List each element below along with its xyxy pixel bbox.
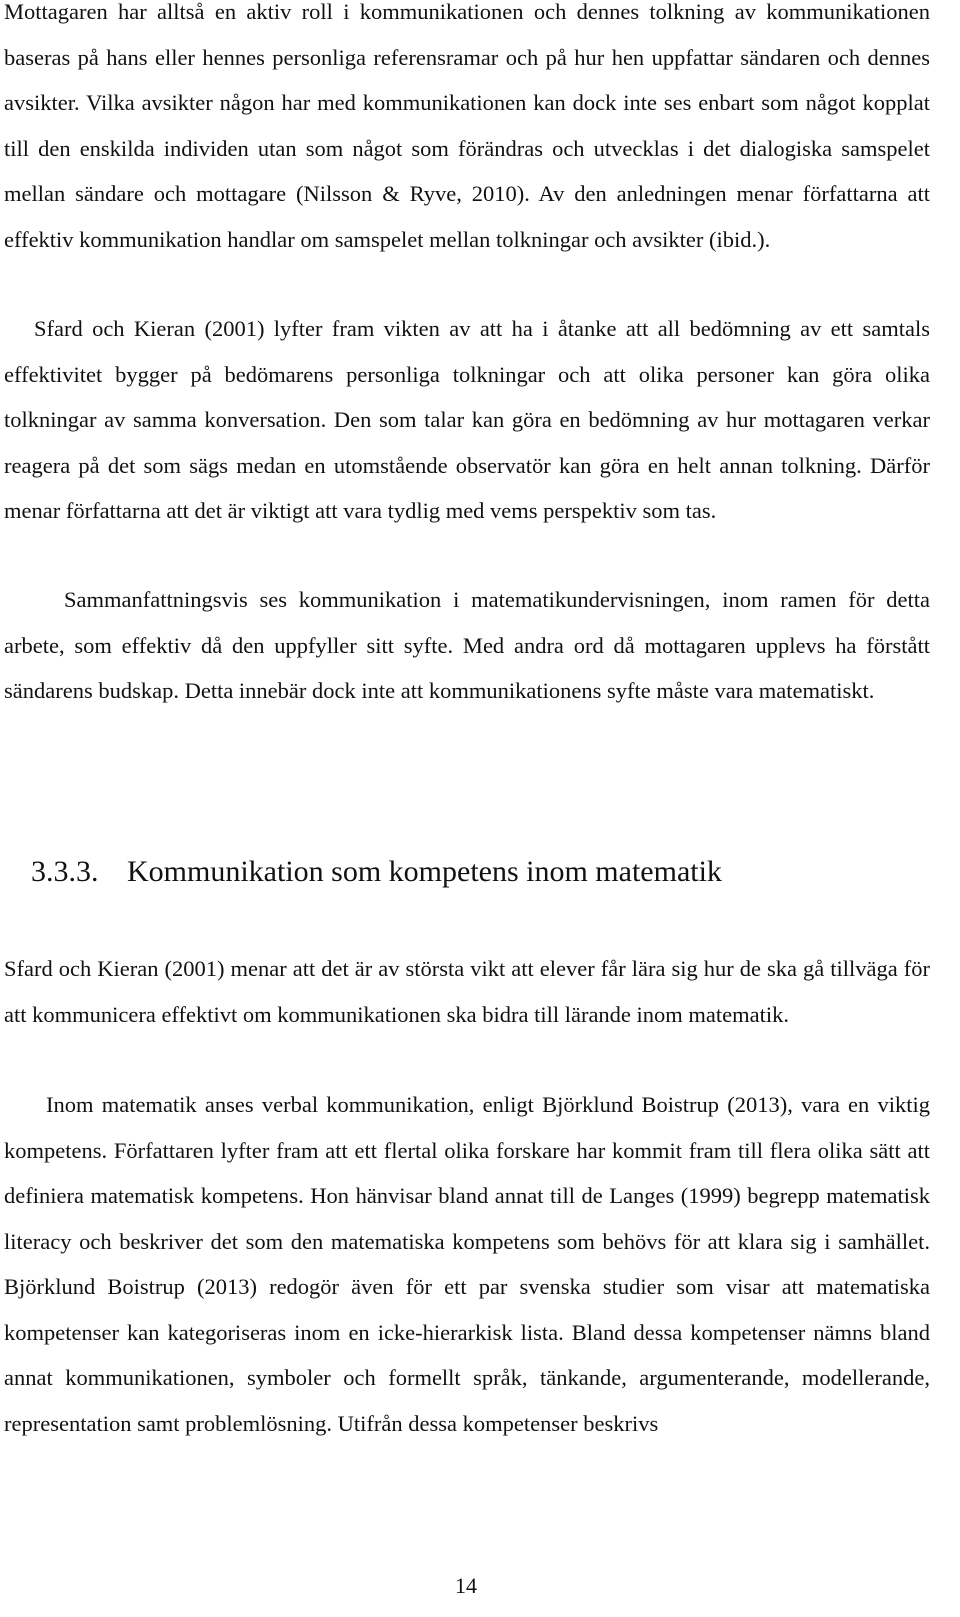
paragraph-receiver-role: Mottagaren har alltså en aktiv roll i kommunikationen och dennes tolkning av kommunikationen baseras på hans eller hennes personliga referensramar och på hur hen uppfattar sändaren och dennes avsikter. Vilka avsikter någon har med kommunikationen kan dock inte ses enbart som något kopplat till den enskilda individen utan som något som förändras och utvecklas i det dialogiska samspelet mellan sändare och mottagare (Nilsson & Ryve, 2010). Av den anledningen menar författarna att effektiv kommunikation handlar om samspelet mellan tolkningar och avsikter (ibid.). [4,0,930,252]
page-number: 14 [455,1573,477,1598]
section-heading [31,850,722,894]
paragraph-sfard-kieran-assessment: Sfard och Kieran (2001) lyfter fram vikten av att ha i åtanke att all bedömning av ett samtals effektivitet bygger på bedömarens personliga tolkningar och att olika personer kan göra olika tolkningar av samma konversation. Den som talar kan göra en bedömning av hur mottagaren verkar reagera på det som sägs medan en utomstående observatör kan göra en helt annan tolkning. Därför menar författarna att det är viktigt att vara tydlig med vems perspektiv som tas. [4,316,930,523]
paragraph-summary: Sammanfattningsvis ses kommunikation i matematikundervisningen, inom ramen för detta arbete, som effektiv då den uppfyller sitt syfte. Med andra ord då mottagaren upplevs ha förstått sändarens budskap. Detta innebär dock inte att kommunikationens syfte måste vara matematiskt. [4,587,930,703]
section-title: Kommunikation som kompetens inom matematik [127,855,722,888]
paragraph-effective-communication: Sfard och Kieran (2001) menar att det är av största vikt att elever får lära sig hur de ska gå tillväga för att kommunicera effektivt om kommunikationen ska bidra till lärande inom matematik. [4,956,930,1027]
paragraph-verbal-competence: Inom matematik anses verbal kommunikation, enligt Björklund Boistrup (2013), vara en viktig kompetens. Författaren lyfter fram att ett flertal olika forskare har kommit fram till flera olika sätt att definiera matematisk kompetens. Hon hänvisar bland annat till de Langes (1999) begrepp matematisk literacy och beskriver det som den matematiska kompetens som behövs för att klara sig i samhället. Björklund Boistrup (2013) redogör även för ett par svenska studier som visar att matematiska kompetenser kan kategoriseras inom en icke-hierarkisk lista. Bland dessa kompetenser nämns bland annat kommunikationen, symboler och formellt språk, tänkande, argumenterande, modellerande, representation samt problemlösning. Utifrån dessa kompetenser beskrivs [4,1092,930,1436]
section-number: 3.3.3. [31,855,99,888]
